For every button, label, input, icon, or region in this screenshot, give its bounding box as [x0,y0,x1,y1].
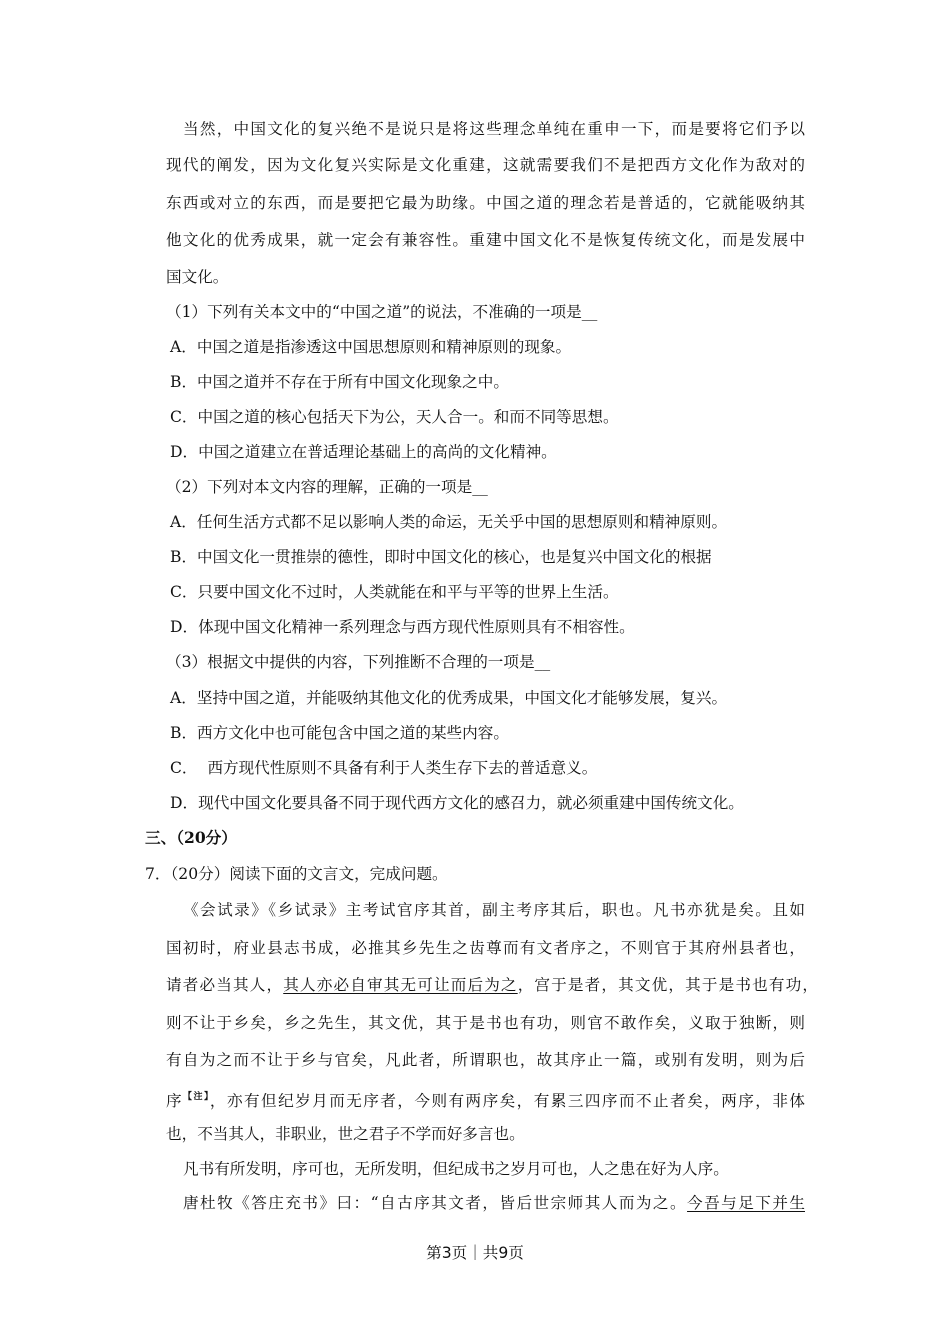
classical-line-5: 有自为之而不让于乡与官矣，凡此者，所谓职也，故其序止一篇，或别有发明，则为后 [166,1051,805,1069]
classical-line-2: 国初时，府业县志书成，必推其乡先生之齿尊而有文者序之，不则官于其府州县者也， [166,939,805,957]
question-2-option-b: B．中国文化一贯推崇的德性，即时中国文化的核心，也是复兴中国文化的根据 [170,548,712,566]
question-1-option-c: C．中国之道的核心包括天下为公，天人合一。和而不同等思想。 [170,408,619,426]
question-2-option-a: A．任何生活方式都不足以影响人类的命运，无关乎中国的思想原则和精神原则。 [170,513,728,531]
question-2-stem: （2）下列对本文内容的理解，正确的一项是__ [166,478,488,496]
classical-line-3-end: ，宫于是者，其文优，其于是书也有功， [517,976,818,994]
classical-line-1: 《会试录》《乡试录》主考试官序其首，副主考序其后，职也。凡书亦犹是矣。且如 [183,901,805,919]
question-2-option-c: C．只要中国文化不过时，人类就能在和平与平等的世界上生活。 [170,583,619,601]
question-1-option-d: D．中国之道建立在普适理论基础上的高尚的文化精神。 [170,443,557,461]
passage-line-3: 东西或对立的东西，而是要把它最为助缘。中国之道的理念若是普适的，它就能吸纳其 [166,194,805,212]
classical-line-3-start: 请者必当其人， [166,976,284,994]
classical-line-8: 凡书有所发明，序可也，无所发明，但纪成书之岁月可也，人之患在好为人序。 [183,1160,729,1178]
classical-line-9 [183,1193,805,1213]
question-3-option-d: D．现代中国文化要具备不同于现代西方文化的感召力，就必须重建中国传统文化。 [170,794,744,812]
passage-line-1: 当然，中国文化的复兴绝不是说只是将这些理念单纯在重申一下，而是要将它们予以 [183,120,805,138]
question-2-option-d: D．体现中国文化精神一系列理念与西方现代性原则具有不相容性。 [170,618,635,636]
question-1-option-b: B．中国之道并不存在于所有中国文化现象之中。 [170,373,509,391]
underlined-sentence-1: 其人亦必自审其无可让而后为之 [283,976,518,994]
question-1-stem: （1）下列有关本文中的“中国之道”的说法，不准确的一项是__ [166,303,598,321]
classical-line-3 [166,975,818,995]
underlined-sentence-2: 今吾与足下并生 [687,1194,805,1212]
question-3-option-c: C． 西方现代性原则不具备有利于人类生存下去的普适意义。 [170,759,598,777]
footnote-marker[interactable]: 【注】 [183,1092,210,1102]
passage-line-5: 国文化。 [166,268,229,286]
question-3-option-b: B．西方文化中也可能包含中国之道的某些内容。 [170,724,509,742]
classical-line-9-start: 唐杜牧《答庄充书》曰：“自古序其文者，皆后世宗师其人而为之。 [183,1194,688,1212]
question-3-option-a: A．坚持中国之道，并能吸纳其他文化的优秀成果，中国文化才能够发展，复兴。 [170,689,728,707]
page-footer: 第3页｜共9页 [426,1244,524,1262]
question-1-option-a: A．中国之道是指渗透这中国思想原则和精神原则的现象。 [170,338,572,356]
classical-line-7: 也，不当其人，非职业，世之君子不学而好多言也。 [166,1125,525,1143]
classical-line-4: 则不让于乡矣，乡之先生，其文优，其于是书也有功，则官不敢作矣，义取于独断，则 [166,1014,805,1032]
passage-line-4: 他文化的优秀成果，就一定会有兼容性。重建中国文化不是恢复传统文化，而是发展中 [166,231,805,249]
question-3-stem: （3）根据文中提供的内容，下列推断不合理的一项是__ [166,653,551,671]
question-7-stem: 7．（20分）阅读下面的文言文，完成问题。 [145,865,448,883]
classical-line-6-end: ，亦有但纪岁月而无序者，今则有两序矣，有累三四序而不止者矣，两序，非体 [209,1092,805,1110]
classical-line-6-start: 序 [166,1092,184,1110]
section-3-heading: 三、（20分） [145,828,237,847]
passage-line-2: 现代的阐发，因为文化复兴实际是文化重建，这就需要我们不是把西方文化作为敌对的 [166,156,805,174]
classical-line-6 [166,1087,805,1111]
